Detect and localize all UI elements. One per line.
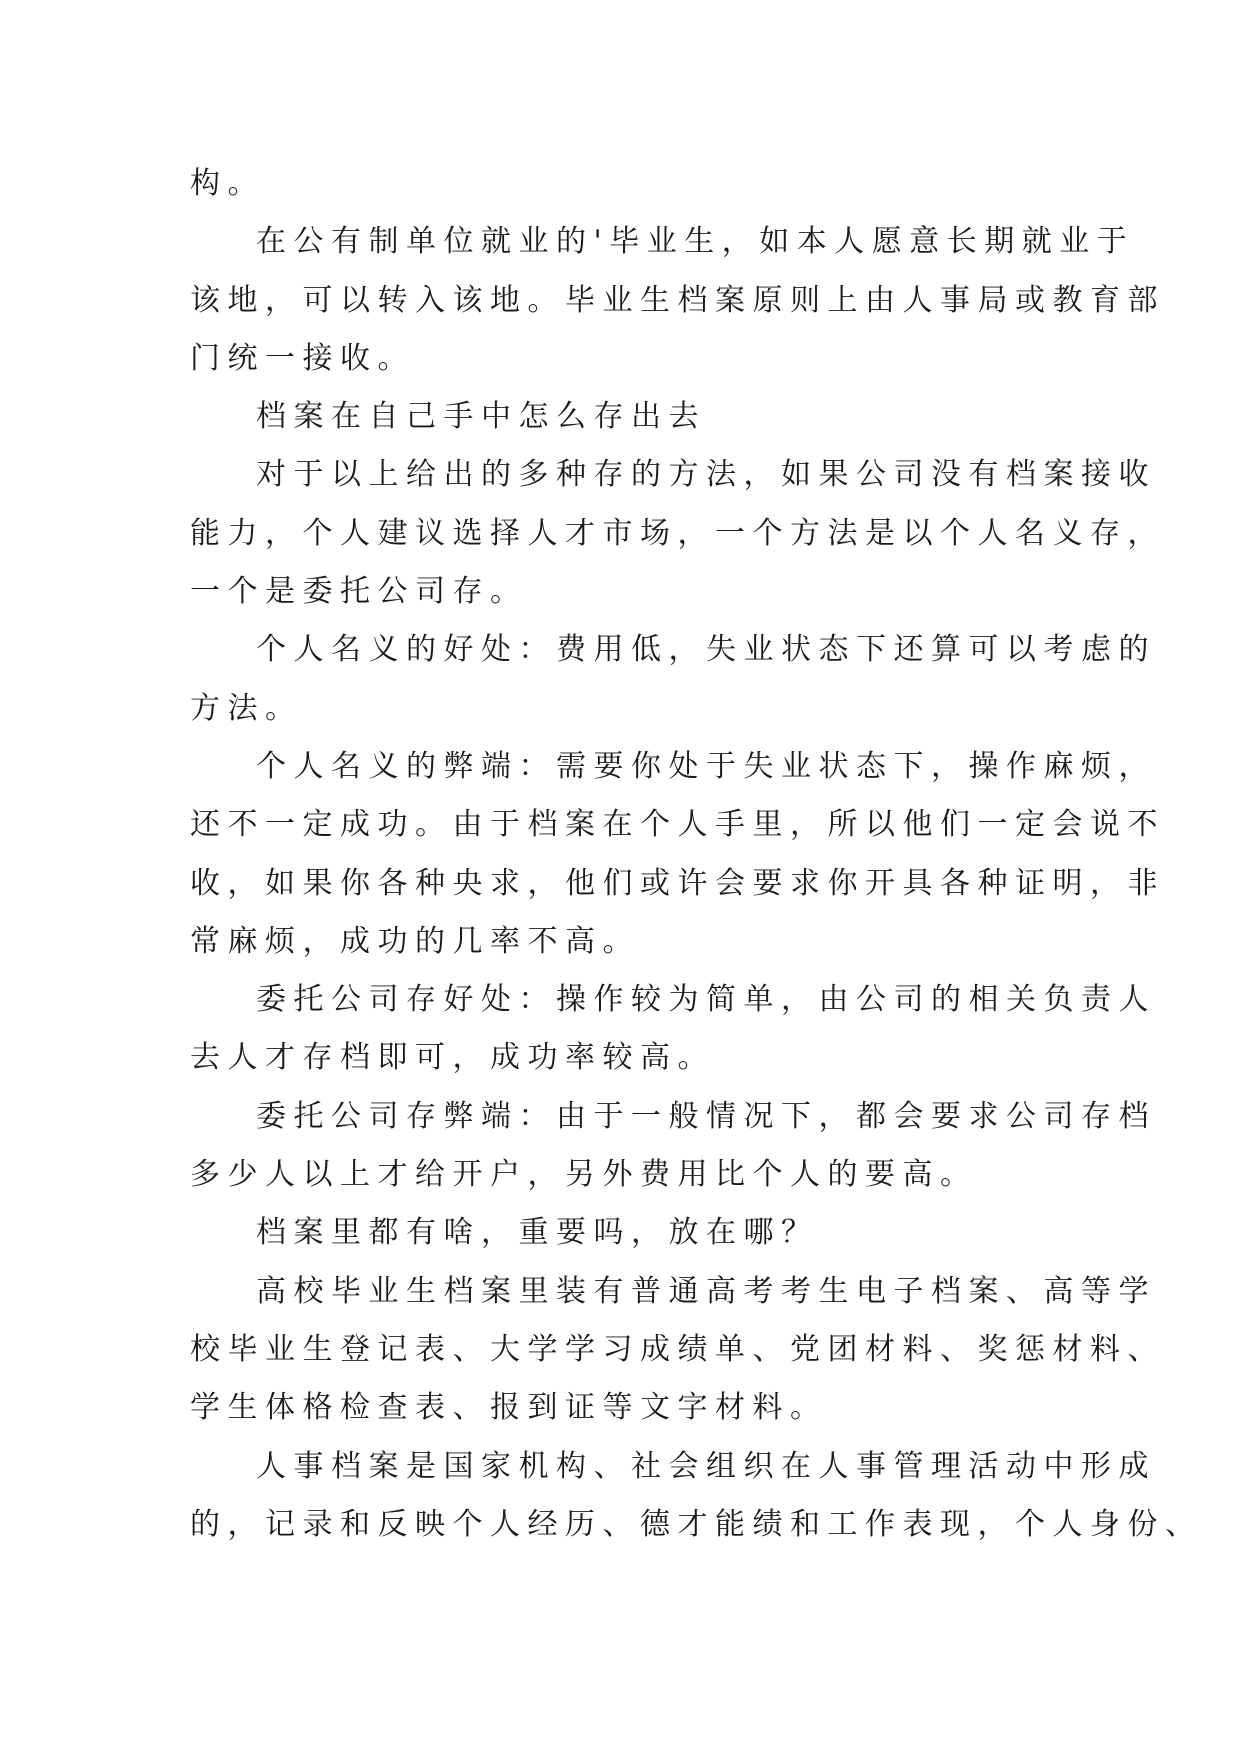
text-line: 门统一接收。 bbox=[190, 340, 415, 376]
paragraph-start-line: 个人名义的好处：费用低，失业状态下还算可以考虑的 bbox=[256, 632, 1156, 668]
text-line: 构。 bbox=[190, 166, 265, 201]
section-heading: 档案里都有啥，重要吗，放在哪？ bbox=[256, 1215, 819, 1251]
section-heading: 档案在自己手中怎么存出去 bbox=[256, 399, 706, 435]
paragraph-start-line: 人事档案是国家机构、社会组织在人事管理活动中形成 bbox=[256, 1448, 1156, 1484]
document-body bbox=[190, 155, 1203, 1554]
paragraph-start-line: 个人名义的弊端：需要你处于失业状态下，操作麻烦， bbox=[256, 748, 1156, 784]
text-line: 多少人以上才给开户，另外费用比个人的要高。 bbox=[190, 1157, 978, 1193]
text-line: 一个是委托公司存。 bbox=[190, 574, 528, 610]
paragraph-start-line: 委托公司存好处：操作较为简单，由公司的相关负责人 bbox=[256, 982, 1156, 1018]
text-line: 的，记录和反映个人经历、德才能绩和工作表现，个人身份、 bbox=[190, 1506, 1203, 1542]
text-line: 校毕业生登记表、大学学习成绩单、党团材料、奖惩材料、 bbox=[190, 1331, 1165, 1367]
text-line: 去人才存档即可，成功率较高。 bbox=[190, 1040, 715, 1076]
text-line: 收，如果你各种央求，他们或许会要求你开具各种证明，非 bbox=[190, 865, 1165, 901]
paragraph-start-line: 高校毕业生档案里装有普通高考考生电子档案、高等学 bbox=[256, 1273, 1156, 1309]
text-line: 还不一定成功。由于档案在个人手里，所以他们一定会说不 bbox=[190, 807, 1165, 843]
text-line: 常麻烦，成功的几率不高。 bbox=[190, 923, 640, 959]
text-line: 该地，可以转入该地。毕业生档案原则上由人事局或教育部 bbox=[190, 282, 1165, 318]
paragraph-start-line: 在公有制单位就业的'毕业生，如本人愿意长期就业于 bbox=[256, 224, 1135, 260]
paragraph-start-line: 对于以上给出的多种存的方法，如果公司没有档案接收 bbox=[256, 457, 1156, 493]
text-line: 能力，个人建议选择人才市场，一个方法是以个人名义存， bbox=[190, 515, 1165, 551]
text-line: 方法。 bbox=[190, 690, 303, 726]
paragraph-start-line: 委托公司存弊端：由于一般情况下，都会要求公司存档 bbox=[256, 1098, 1156, 1134]
text-line: 学生体格检查表、报到证等文字材料。 bbox=[190, 1390, 828, 1426]
